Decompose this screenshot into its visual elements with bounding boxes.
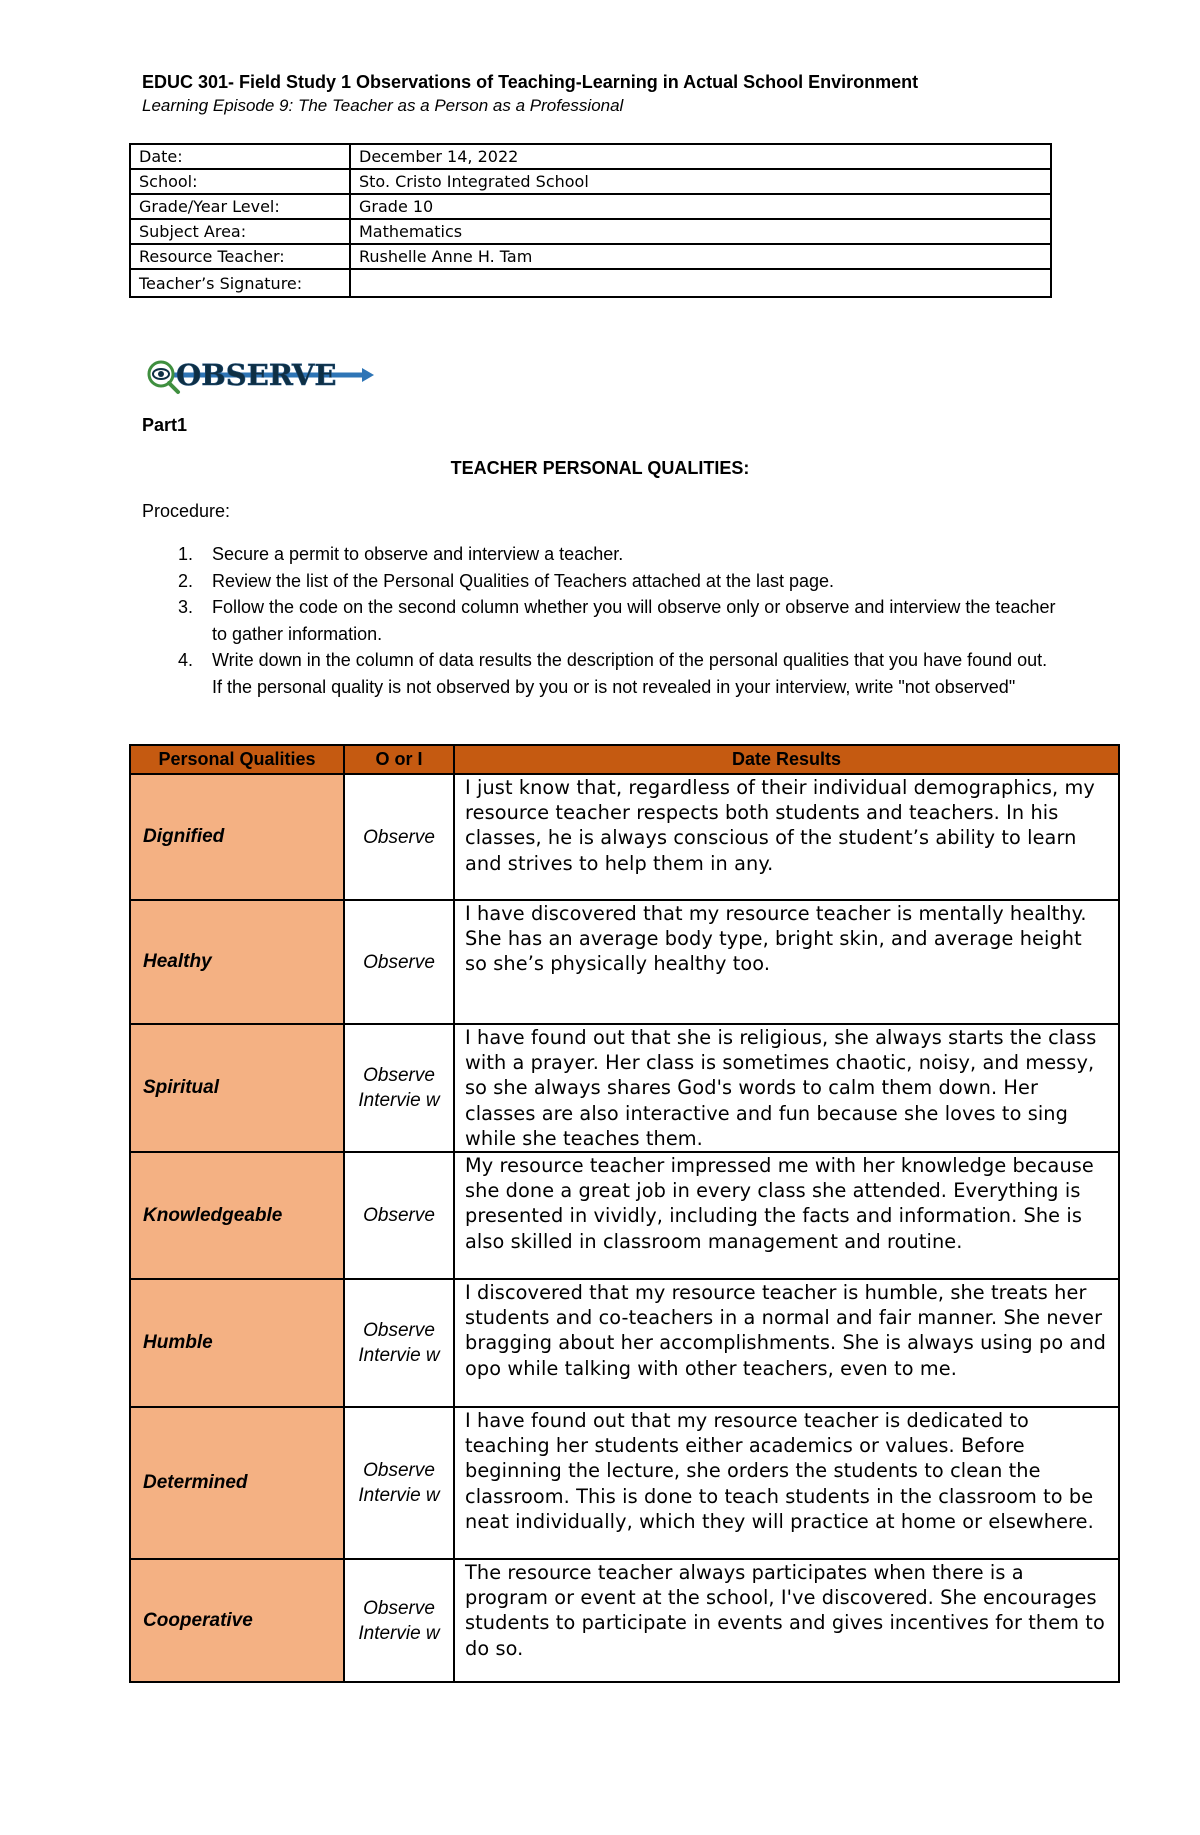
info-row-subject — [130, 219, 1051, 244]
procedure-steps — [142, 541, 1062, 700]
result-cell: My resource teacher impressed me with her knowledge because she done a great job in every class she attended. Everything is presented in vividly, including the facts and information. She is also skilled in classroom management and routine. — [454, 1152, 1119, 1279]
logo-text: OBSERVE — [176, 358, 337, 392]
step-text: Secure a permit to observe and interview a teacher. — [212, 544, 624, 564]
quality-cell: Cooperative — [130, 1559, 344, 1682]
code-cell: Observe — [344, 774, 454, 900]
result-cell: I have found out that my resource teacher is dedicated to teaching her students either academics or values. Before beginning the lecture, she orders the students to clean the classroom. This is done to teach students in the classroom to be neat individually, which they will practice at home or elsewhere. — [454, 1407, 1119, 1559]
info-row-grade — [130, 194, 1051, 219]
table-row — [130, 774, 1119, 900]
signature-field — [350, 269, 1051, 297]
info-row-date — [130, 144, 1051, 169]
code-cell: Observe Intervie w — [344, 1407, 454, 1559]
eye-magnifier-icon — [149, 362, 178, 392]
table-row — [130, 1279, 1119, 1407]
column-header-quality: Personal Qualities — [130, 745, 344, 774]
logo-arrow-head — [362, 368, 374, 382]
table-header-row — [130, 745, 1119, 774]
info-row-signature — [130, 269, 1051, 297]
result-cell: I have discovered that my resource teacher is mentally healthy. She has an average body type, bright skin, and average height so she’s physically healthy too. — [454, 900, 1119, 1024]
table-row — [130, 900, 1119, 1024]
info-row-teacher — [130, 244, 1051, 269]
info-label: Teacher’s Signature: — [130, 269, 350, 297]
info-value: Grade 10 — [350, 194, 1051, 219]
code-cell: Observe Intervie w — [344, 1279, 454, 1407]
result-cell: The resource teacher always participates when there is a program or event at the school, I've discovered. She encourages students to participate in events and gives incentives for them to do so. — [454, 1559, 1119, 1682]
quality-cell: Knowledgeable — [130, 1152, 344, 1279]
quality-cell: Determined — [130, 1407, 344, 1559]
result-cell: I discovered that my resource teacher is humble, she treats her students and co-teachers in a normal and fair manner. She never bragging about her accomplishments. She is always using po and opo while talking with other teachers, even to me. — [454, 1279, 1119, 1407]
procedure-step — [142, 647, 1062, 700]
course-title: EDUC 301- Field Study 1 Observations of Teaching-Learning in Actual School Environment — [142, 72, 919, 92]
info-label: Subject Area: — [130, 219, 350, 244]
procedure-step — [142, 594, 1062, 647]
personal-qualities-table — [129, 744, 1120, 1683]
code-cell: Observe Intervie w — [344, 1559, 454, 1682]
result-cell: I have found out that she is religious, she always starts the class with a prayer. Her class is sometimes chaotic, noisy, and messy, so she always shares God's words to calm them down. Her classes are also interactive and fun because she loves to sing while she teaches them. — [454, 1024, 1119, 1152]
info-value: Rushelle Anne H. Tam — [350, 244, 1051, 269]
info-row-school — [130, 169, 1051, 194]
info-label: School: — [130, 169, 350, 194]
info-value: December 14, 2022 — [350, 144, 1051, 169]
info-value: Mathematics — [350, 219, 1051, 244]
code-cell: Observe — [344, 900, 454, 1024]
quality-cell: Dignified — [130, 774, 344, 900]
procedure-step — [142, 541, 1062, 568]
step-number: 2. — [178, 570, 194, 591]
step-text: Write down in the column of data results the description of the personal qualities that you have found out. If the personal quality is not observed by you or is not revealed in your interview, write "not observed" — [212, 650, 1048, 697]
column-header-code: O or I — [344, 745, 454, 774]
table-row — [130, 1152, 1119, 1279]
section-title: TEACHER PERSONAL QUALITIES: — [450, 458, 750, 478]
table-row — [130, 1407, 1119, 1559]
table-row — [130, 1024, 1119, 1152]
info-label: Resource Teacher: — [130, 244, 350, 269]
part-label: Part1 — [142, 415, 188, 435]
quality-cell: Healthy — [130, 900, 344, 1024]
info-value: Sto. Cristo Integrated School — [350, 169, 1051, 194]
info-table — [129, 143, 1052, 298]
result-cell: I just know that, regardless of their individual demographics, my resource teacher respects both students and teachers. In his classes, he is always conscious of the student’s ability to learn and strives to help them in any. — [454, 774, 1119, 900]
step-text: Follow the code on the second column whether you will observe only or observe and interview the teacher to gather information. — [212, 597, 1056, 644]
procedure-label: Procedure: — [142, 501, 231, 521]
quality-cell: Spiritual — [130, 1024, 344, 1152]
info-label: Date: — [130, 144, 350, 169]
column-header-results: Date Results — [454, 745, 1119, 774]
code-cell: Observe — [344, 1152, 454, 1279]
step-number: 3. — [178, 597, 194, 617]
table-row — [130, 1559, 1119, 1682]
step-number: 1. — [178, 544, 194, 564]
quality-cell: Humble — [130, 1279, 344, 1407]
episode-subtitle: Learning Episode 9: The Teacher as a Person as a Professional — [142, 96, 624, 115]
observe-logo — [142, 354, 374, 396]
step-number: 4. — [178, 650, 194, 670]
code-cell: Observe Intervie w — [344, 1024, 454, 1152]
step-text: Review the list of the Personal Qualities of Teachers attached at the last page. — [212, 570, 835, 591]
info-label: Grade/Year Level: — [130, 194, 350, 219]
procedure-step — [142, 568, 1062, 595]
